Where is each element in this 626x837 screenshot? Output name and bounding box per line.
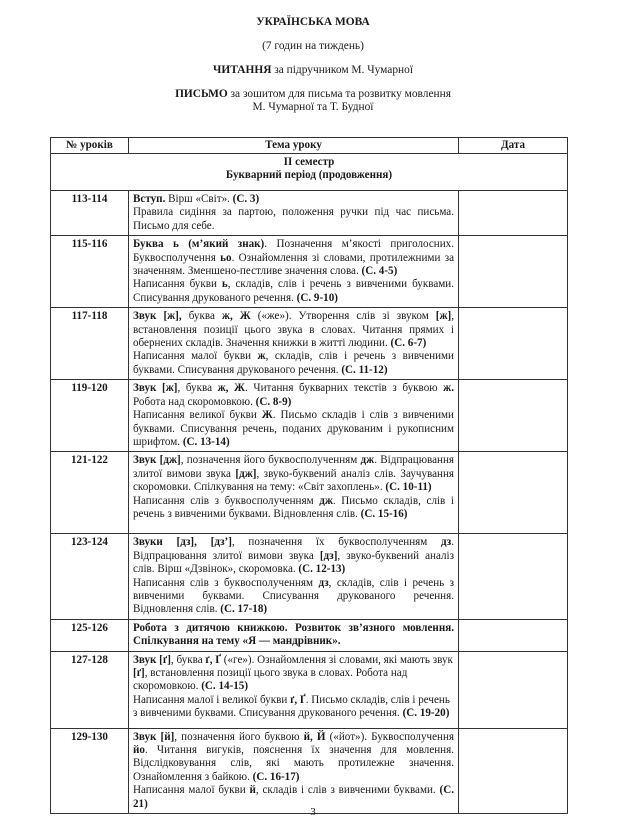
table-header-row bbox=[51, 138, 568, 154]
column-header-lesson-topic: Тема уроку bbox=[129, 138, 459, 154]
period-label: Букварний період (продовження) bbox=[225, 169, 393, 182]
lesson-number: 123-124 bbox=[51, 534, 129, 619]
semester-label: II семестр bbox=[283, 156, 335, 168]
lesson-number: 119-120 bbox=[51, 380, 129, 452]
lesson-date[interactable] bbox=[459, 728, 568, 813]
lesson-date[interactable] bbox=[459, 619, 568, 651]
document-title: УКРАЇНСЬКА МОВА bbox=[256, 16, 370, 28]
column-header-date: Дата bbox=[459, 138, 568, 154]
lesson-topic: Буква ь (м’який знак). Позначення м’якості приголосних. Буквосполучення ьо. Ознайомлення зі словами, протилежними за значенням. Зменшено-пестливе значення слова. (С. 4-5) Написання букви ь, складів, слів і речень з вивченими буквами. Списування друкованого речення. (С. 9-10) bbox=[129, 236, 459, 308]
table-row bbox=[51, 380, 568, 452]
writing-source: за зошитом для письма та розвитку мовлення bbox=[227, 88, 451, 100]
lesson-topic: Робота з дитячою книжкою. Розвиток зв’язного мовлення. Спілкування на тему «Я — мандрівник». bbox=[129, 619, 459, 651]
table-row bbox=[51, 452, 568, 534]
table-row bbox=[51, 236, 568, 308]
column-header-lesson-numbers: № уроків bbox=[51, 138, 129, 154]
writing-label: ПИСЬМО bbox=[175, 88, 228, 100]
lesson-date[interactable] bbox=[459, 191, 568, 236]
lesson-number: 127-128 bbox=[51, 651, 129, 728]
lesson-date[interactable] bbox=[459, 380, 568, 452]
writing-authors: М. Чумарної та Т. Будної bbox=[252, 101, 374, 113]
lesson-topic: Звук [дж], позначення його буквосполученням дж. Відпрацювання злитої вимови звука [дж], звуко-буквений аналіз слів. Заучування скоромовки. Спілкування на тему: «Світ захоплень». (С. 10-11) Написання слів з буквосполученням дж. Письмо складів, слів і речень з вивченими буквами. Відновлення слів. (С. 15-16) bbox=[129, 452, 459, 534]
lesson-number: 117-118 bbox=[51, 308, 129, 380]
table-row bbox=[51, 308, 568, 380]
lesson-date[interactable] bbox=[459, 452, 568, 534]
hours-per-week: (7 годин на тиждень) bbox=[262, 40, 364, 52]
writing-workbook bbox=[0, 88, 626, 114]
lesson-number: 129-130 bbox=[51, 728, 129, 813]
lesson-topic: Звук [ґ], буква ґ, Ґ («ге»). Ознайомлення зі словами, які мають звук [ґ], встановлення позиції цього звука в словах. Робота над скоромовкою. (С. 14-15) Написання малої і великої букви ґ, Ґ. Письмо складів, слів і речень з вивченими буквами. Списування друкованого речення. (С. 19-20) bbox=[129, 651, 459, 728]
lesson-number: 115-116 bbox=[51, 236, 129, 308]
lesson-topic: Звук [ж], буква ж, Ж. Читання букварних текстів з буквою ж. Робота над скоромовкою. (С. 8-9) Написання великої букви Ж. Письмо складів і слів з вивченими буквами. Списування речень, поданих друкованим і рукописним шрифтом. (С. 13-14) bbox=[129, 380, 459, 452]
table-row bbox=[51, 651, 568, 728]
table-row bbox=[51, 728, 568, 813]
lesson-plan-table bbox=[50, 137, 568, 814]
table-row bbox=[51, 619, 568, 651]
table-row bbox=[51, 191, 568, 236]
reading-source: за підручником М. Чумарної bbox=[271, 64, 413, 76]
semester-row bbox=[51, 154, 568, 191]
table-row bbox=[51, 534, 568, 619]
lesson-topic: Звук [й], позначення його буквою й, Й («йот»). Буквосполучення йо. Читання вигуків, пояснення їх значення для мовлення. Відслідковування слів, які мають протилежне значення. Ознайомлення з байкою. (С. 16-17) Написання малої букви й, складів і слів з вивченими буквами. (С. 21) bbox=[129, 728, 459, 813]
lesson-date[interactable] bbox=[459, 651, 568, 728]
reading-textbook bbox=[0, 64, 626, 77]
page-number: 3 bbox=[310, 806, 316, 818]
semester-cell bbox=[51, 154, 568, 191]
lesson-date[interactable] bbox=[459, 236, 568, 308]
lesson-number: 121-122 bbox=[51, 452, 129, 534]
lesson-date[interactable] bbox=[459, 534, 568, 619]
lesson-topic: Звуки [дз], [дз’], позначення їх буквосполученням дз. Відпрацювання злитої вимови звука [дз], звуко-буквений аналіз слів. Вірш «Дзвінок», скоромовка. (С. 12-13) Написання слів з буквосполученням дз, складів, слів і речень з вивченими буквами. Списування друкованого речення. Відновлення слів. (С. 17-18) bbox=[129, 534, 459, 619]
lesson-number: 125-126 bbox=[51, 619, 129, 651]
lesson-topic: Вступ. Вірш «Світ». (С. 3) Правила сидіння за партою, положення ручки під час письма. Письмо для себе. bbox=[129, 191, 459, 236]
lesson-date[interactable] bbox=[459, 308, 568, 380]
lesson-number: 113-114 bbox=[51, 191, 129, 236]
reading-label: ЧИТАННЯ bbox=[213, 64, 272, 76]
lesson-topic: Звук [ж], буква ж, Ж («же»). Утворення слів зі звуком [ж], встановлення позиції цього звука в словах. Читання прямих і обернених складів. Значення книжки в житті людини. (С. 6-7) Написання малої букви ж, складів, слів і речень з вивченими буквами. Списування друкованого речення. (С. 11-12) bbox=[129, 308, 459, 380]
